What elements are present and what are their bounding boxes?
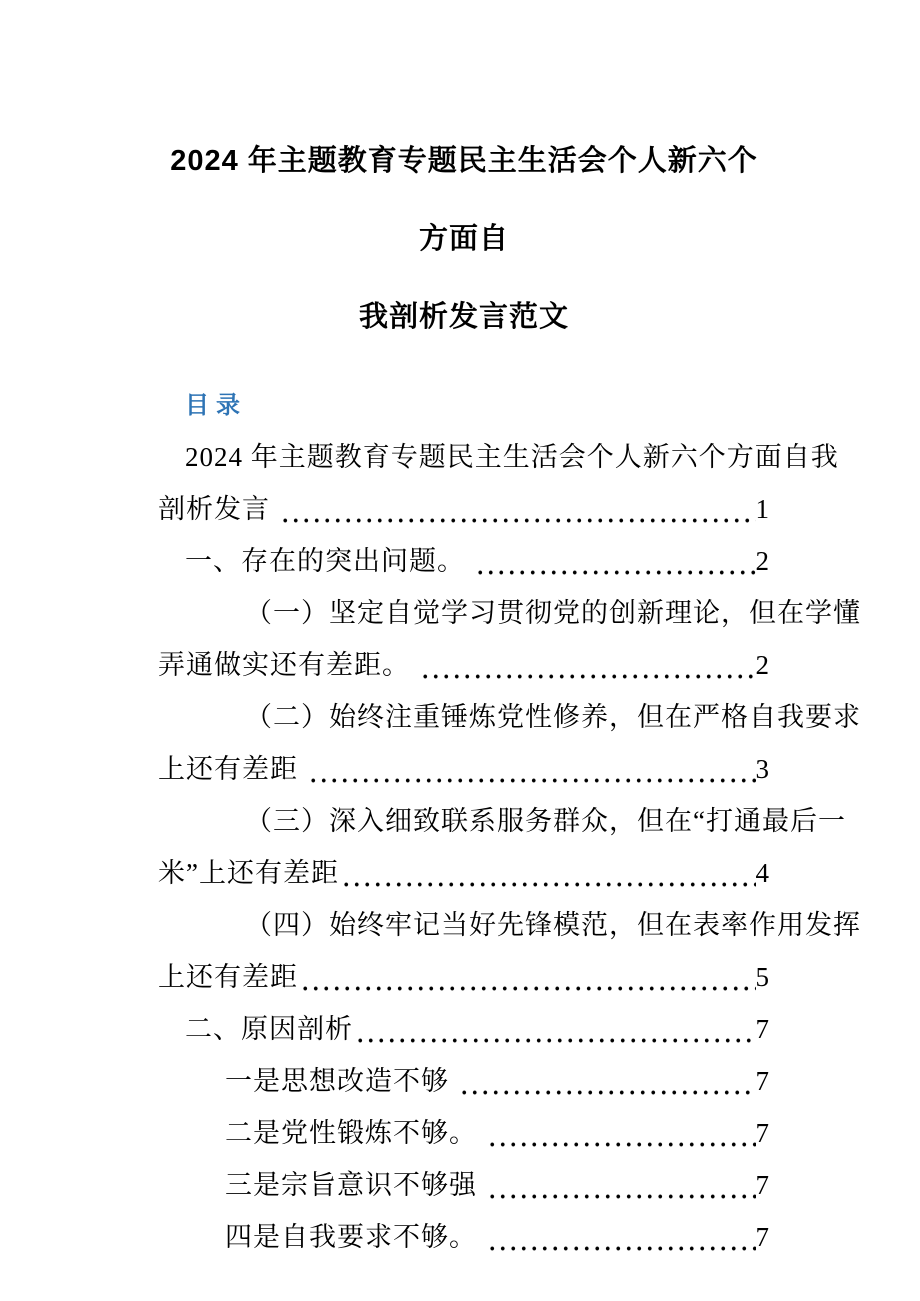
dot-leader bbox=[306, 743, 756, 795]
dot-leader bbox=[485, 1107, 756, 1159]
toc-page-number: 7 bbox=[755, 1222, 770, 1252]
dot-leader bbox=[353, 1003, 756, 1055]
toc-entry-line[interactable] bbox=[158, 1211, 770, 1263]
toc-entry-line[interactable] bbox=[158, 899, 861, 951]
toc-entry-line[interactable] bbox=[158, 1107, 770, 1159]
dot-leader bbox=[485, 1211, 756, 1263]
toc-entry-text: 剖析发言 bbox=[158, 494, 278, 524]
toc-entry-line[interactable] bbox=[158, 1003, 770, 1055]
document-title-line1: 2024 年主题教育专题民主生活会个人新六个方面自 bbox=[170, 145, 758, 255]
toc-entry-text: 一是思想改造不够 bbox=[225, 1066, 457, 1096]
toc-heading: 目录 bbox=[185, 393, 247, 419]
toc-page-number: 7 bbox=[755, 1066, 770, 1096]
toc-entry-text: 弄通做实还有差距。 bbox=[158, 650, 418, 680]
toc-entry-text: 一、存在的突出问题。 bbox=[185, 546, 473, 576]
toc-entry-line[interactable] bbox=[158, 847, 770, 899]
dot-leader bbox=[457, 1055, 756, 1107]
toc-entry-line[interactable] bbox=[158, 1159, 770, 1211]
dot-leader bbox=[485, 1159, 756, 1211]
toc-entry-text: 2024 年主题教育专题民主生活会个人新六个方面自我 bbox=[185, 442, 839, 472]
toc-page-number: 3 bbox=[755, 754, 770, 784]
toc-entry-line[interactable] bbox=[158, 483, 770, 535]
toc-entry-text: （三）深入细致联系服务群众，但在“打通最后一 bbox=[245, 806, 846, 836]
toc-entry-line[interactable] bbox=[158, 691, 861, 743]
toc-entry-line[interactable] bbox=[158, 743, 770, 795]
toc-entry-text: 二、原因剖析 bbox=[185, 1014, 353, 1044]
document-title bbox=[158, 0, 770, 356]
toc-page-number: 4 bbox=[755, 858, 770, 888]
toc-page-number: 7 bbox=[755, 1170, 770, 1200]
toc-entry-line[interactable] bbox=[158, 1055, 770, 1107]
toc-entry-text: （四）始终牢记当好先锋模范，但在表率作用发挥 bbox=[245, 910, 861, 940]
dot-leader bbox=[339, 847, 756, 899]
toc-entry-text: 三是宗旨意识不够强 bbox=[225, 1170, 485, 1200]
toc-entry-text: 四是自我要求不够。 bbox=[225, 1222, 485, 1252]
document-title-line2: 我剖析发言范文 bbox=[358, 301, 569, 333]
dot-leader bbox=[278, 483, 756, 535]
toc-page-number: 1 bbox=[755, 494, 770, 524]
toc-entry-text: 上还有差距 bbox=[158, 754, 306, 784]
dot-leader bbox=[473, 535, 756, 587]
toc-entry-line[interactable] bbox=[158, 639, 770, 691]
toc-page-number: 2 bbox=[755, 546, 770, 576]
document-content bbox=[158, 0, 861, 1263]
toc-entry-text: 上还有差距 bbox=[158, 962, 298, 992]
dot-leader bbox=[418, 639, 756, 691]
toc-entry-line[interactable] bbox=[158, 431, 839, 483]
toc-entry-line[interactable] bbox=[158, 795, 846, 847]
toc-entry-text: （一）坚定自觉学习贯彻党的创新理论，但在学懂 bbox=[245, 598, 861, 628]
toc-entry-text: 米”上还有差距 bbox=[158, 858, 339, 888]
dot-leader bbox=[298, 951, 756, 1003]
toc-entry-text: （二）始终注重锤炼党性修养，但在严格自我要求 bbox=[245, 702, 861, 732]
toc-entry-line[interactable] bbox=[158, 951, 770, 1003]
toc-entry-line[interactable] bbox=[158, 587, 861, 639]
toc-entry-line[interactable] bbox=[158, 535, 770, 587]
toc-page-number: 5 bbox=[755, 962, 770, 992]
toc-page-number: 7 bbox=[755, 1014, 770, 1044]
toc bbox=[158, 431, 861, 1263]
toc-entry-text: 二是党性锻炼不够。 bbox=[225, 1118, 485, 1148]
toc-page-number: 7 bbox=[755, 1118, 770, 1148]
toc-page-number: 2 bbox=[755, 650, 770, 680]
